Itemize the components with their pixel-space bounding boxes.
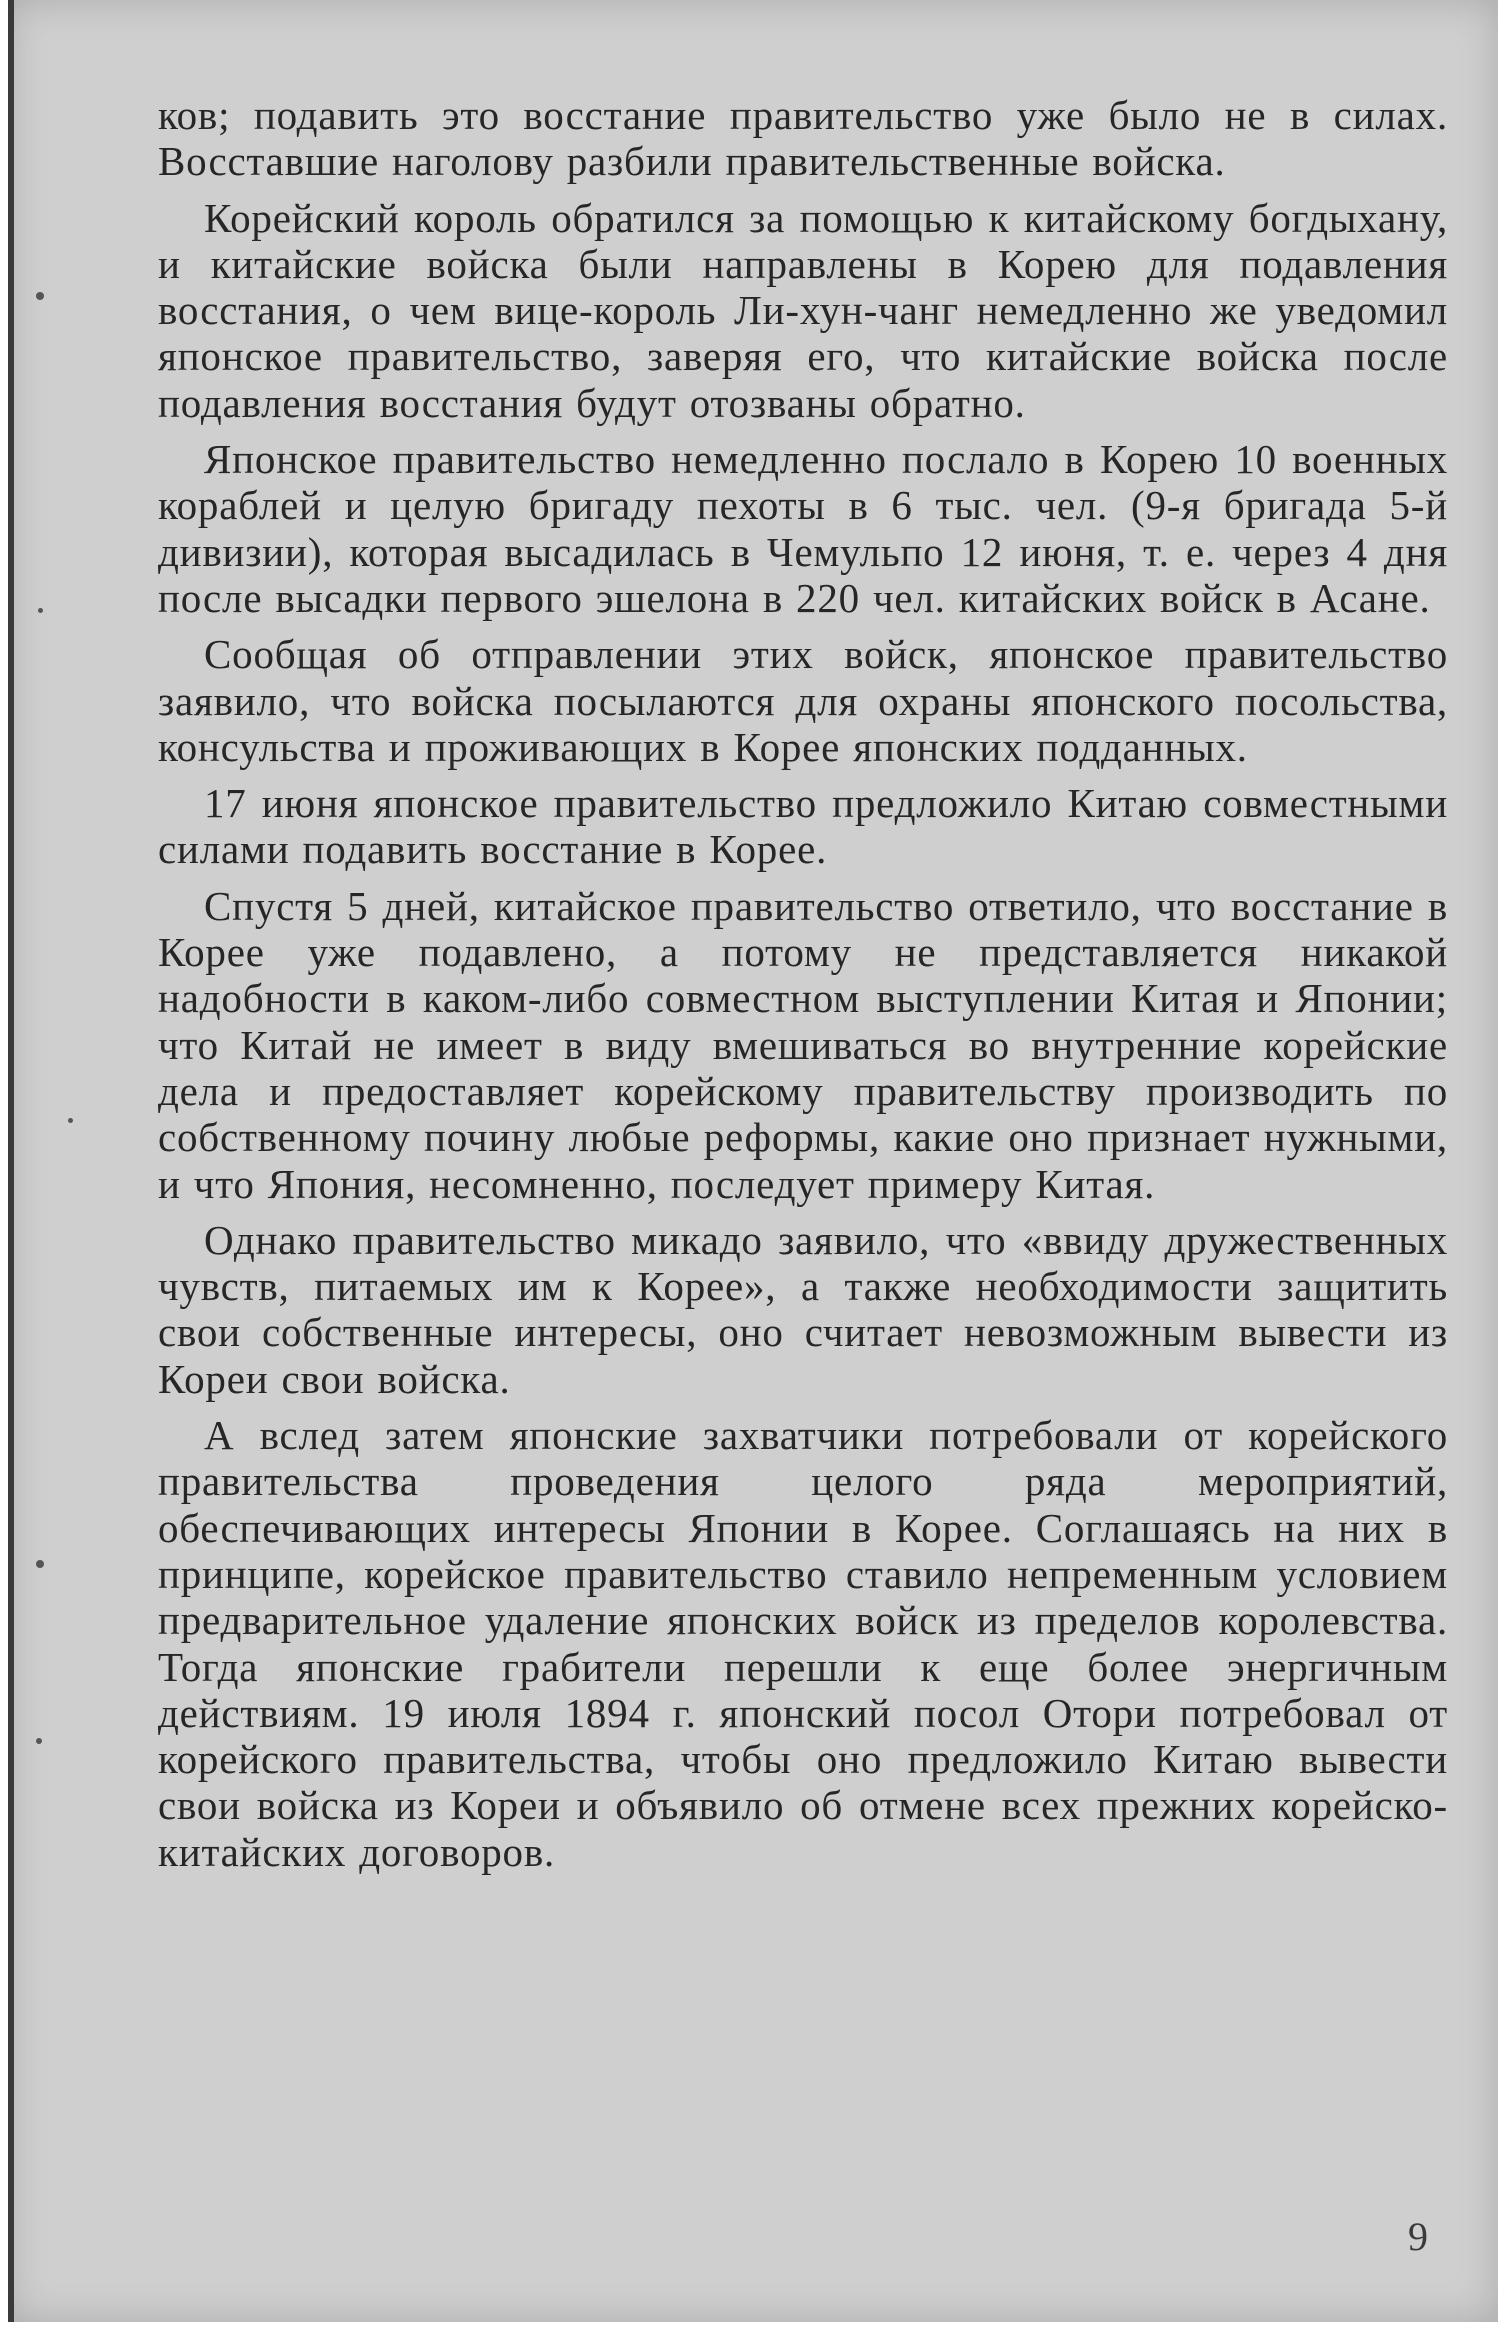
page-binding-edge bbox=[8, 0, 14, 2322]
paragraph: 17 июня японское правительство предложило Китаю совместными силами подавить восстание в Корее. bbox=[158, 780, 1448, 873]
margin-speck bbox=[36, 292, 44, 300]
page-number: 9 bbox=[1408, 2214, 1428, 2259]
book-page bbox=[8, 0, 1498, 2322]
margin-speck bbox=[36, 1560, 44, 1568]
margin-speck bbox=[38, 608, 43, 613]
paragraph: А вслед затем японские захватчики потребовали от корейского правительства проведения целого ряда мероприятий, обеспечивающих интересы Японии в Корее. Соглашаясь на них в принципе, корейское правительство ставило непременным условием предварительное удаление японских войск из пределов королевства. Тогда японские грабители перешли к еще более энергичным действиям. 19 июля 1894 г. японский посол Отори потребовал от корейского правительства, чтобы оно предложило Китаю вывести свои войска из Кореи и объявило об отмене всех прежних корейско-китайских договоров. bbox=[158, 1412, 1448, 1875]
body-text bbox=[158, 92, 1448, 1885]
paragraph: Сообщая об отправлении этих войск, японское правительство заявило, что войска посылаются для охраны японского посольства, консульства и проживающих в Корее японских подданных. bbox=[158, 631, 1448, 770]
margin-speck bbox=[36, 1738, 42, 1744]
paragraph: ков; подавить это восстание правительство уже было не в силах. Восставшие наголову разбили правительственные войска. bbox=[158, 92, 1448, 185]
paragraph: Спустя 5 дней, китайское правительство ответило, что восстание в Корее уже подавлено, а потому не представляется никакой надобности в каком-либо совместном выступлении Китая и Японии; что Китай не имеет в виду вмешиваться во внутренние корейские дела и предоставляет корейскому правительству производить по собственному почину любые реформы, какие оно признает нужными, и что Япония, несомненно, последует примеру Китая. bbox=[158, 882, 1448, 1207]
paragraph: Однако правительство микадо заявило, что «ввиду дружественных чувств, питаемых им к Корее», а также необходимости защитить свои собственные интересы, оно считает невозможным вывести из Кореи свои войска. bbox=[158, 1216, 1448, 1402]
margin-speck bbox=[68, 1118, 73, 1123]
paragraph: Японское правительство немедленно послало в Корею 10 военных кораблей и целую бригаду пехоты в 6 тыс. чел. (9-я бригада 5-й дивизии), которая высадилась в Чемульпо 12 июня, т. е. через 4 дня после высадки первого эшелона в 220 чел. китайских войск в Асане. bbox=[158, 436, 1448, 621]
paragraph: Корейский король обратился за помощью к китайскому богдыхану, и китайские войска были направлены в Корею для подавления восстания, о чем вице-король Ли-хун-чанг немедленно же уведомил японское правительство, заверяя его, что китайские войска после подавления восстания будут отозваны обратно. bbox=[158, 194, 1448, 426]
